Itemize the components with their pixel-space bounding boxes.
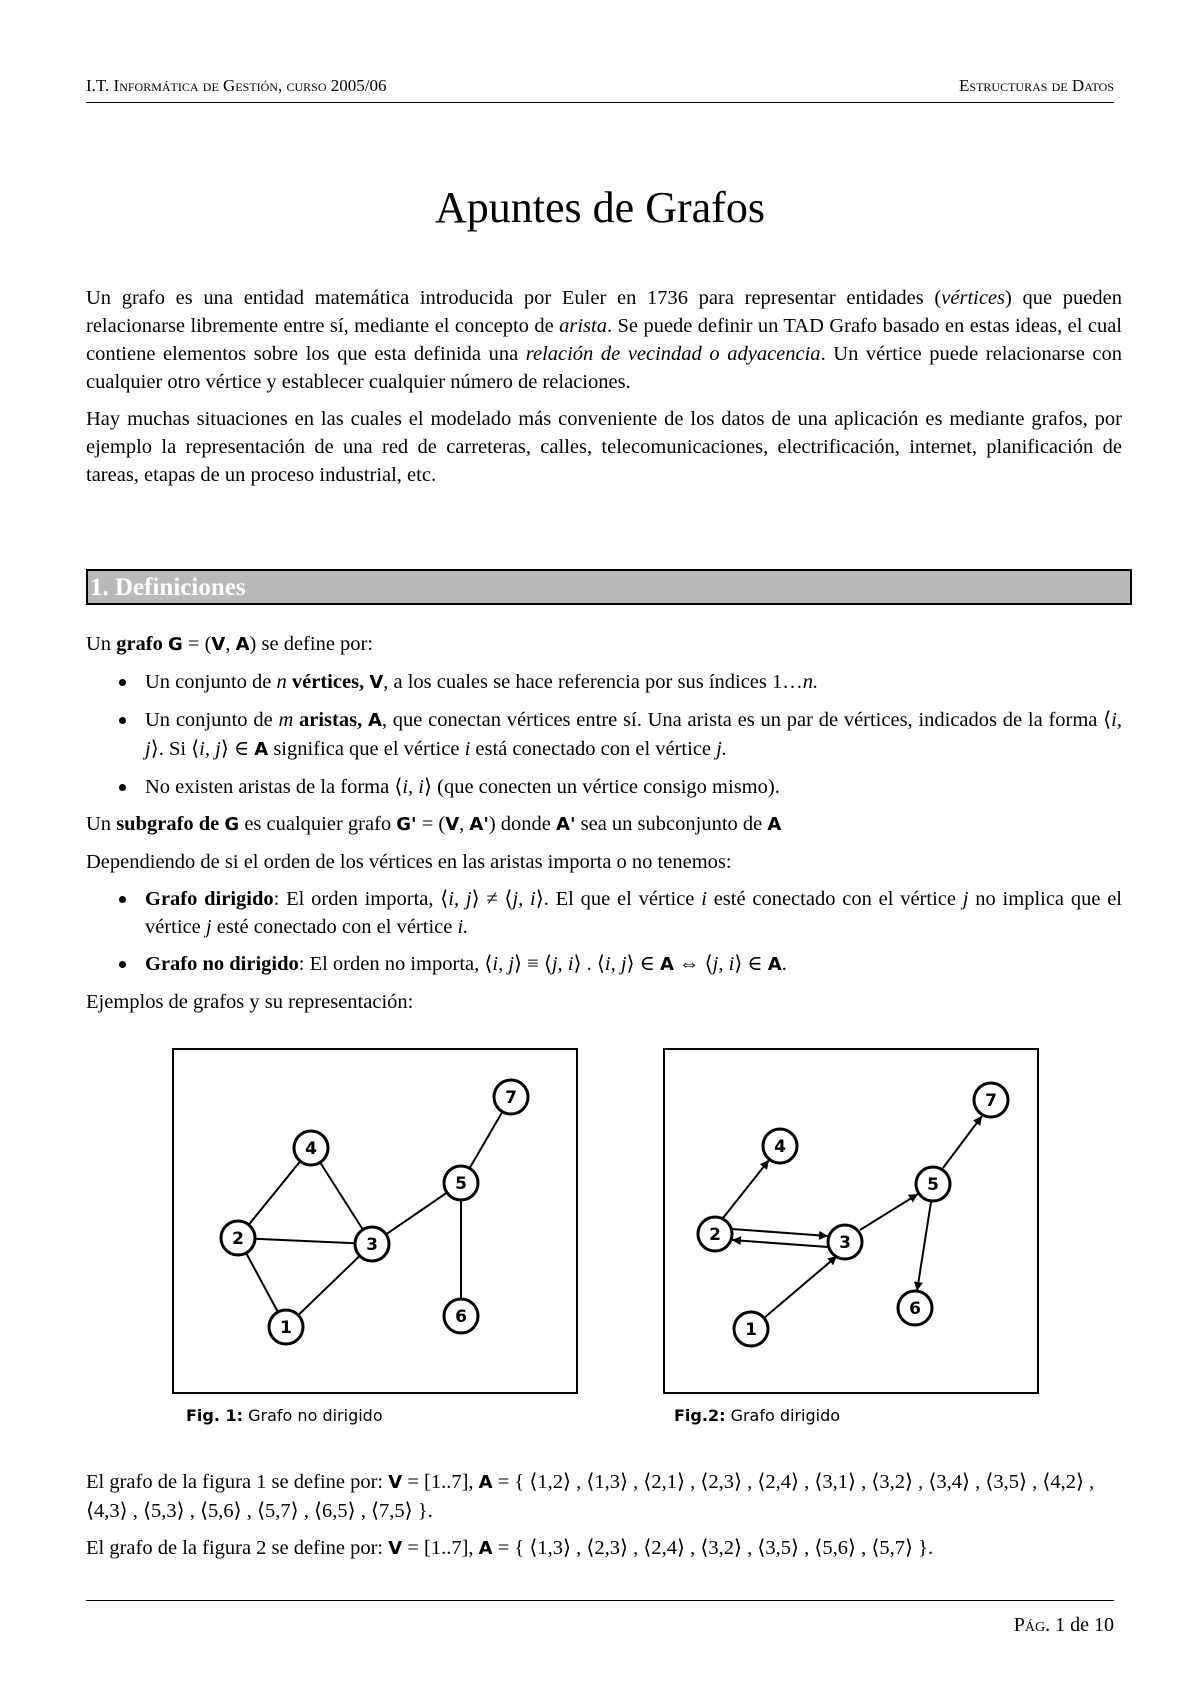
svg-text:6: 6: [455, 1307, 467, 1327]
subgraph-definition: Un subgrafo de G es cualquier grafo G' = (V, A') donde A' sea un subconjunto de A: [86, 813, 782, 835]
node-3: [355, 1227, 389, 1261]
section-heading-definiciones: [86, 569, 1132, 605]
bullet-icon: [119, 717, 126, 724]
figure-2-graph-svg: [665, 1050, 1037, 1392]
section-heading-text: 1. Definiciones: [90, 574, 246, 601]
edge-5-7: [943, 1116, 982, 1168]
svg-text:6: 6: [909, 1299, 921, 1319]
bullet-grafo-dirigido: Grafo dirigido: El orden importa, ⟨i, j⟩ ≠ ⟨j, i⟩. El que el vértice i esté conectado con el vértice j no implica que el vértice j esté conectado con el vértice i.: [86, 885, 1122, 941]
edge-2-3: [732, 1229, 828, 1236]
definition-bullets: [86, 668, 1122, 801]
graph-definition: Un grafo G = (V, A) se define por:: [86, 633, 374, 655]
running-header: [86, 72, 1114, 103]
header-subject: Estructuras de Datos: [959, 76, 1114, 95]
examples-intro: Ejemplos de grafos y su representación:: [86, 991, 414, 1013]
header-course: I.T. Informática de Gestión, curso 2005/06: [86, 76, 387, 95]
figure-2-directed-graph: [663, 1048, 1039, 1394]
svg-text:3: 3: [366, 1235, 378, 1255]
intro-paragraph-2: Hay muchas situaciones en las cuales el modelado más conveniente de los datos de una aplicación es mediante grafos, por ejemplo la representación de una red de carreteras, calles, telecomunicaciones, electrificación, internet, planificación de tareas, etapas de un proceso industrial, etc.: [86, 408, 1122, 486]
graph-type-bullets: [86, 885, 1122, 979]
svg-text:1: 1: [745, 1320, 757, 1340]
intro-paragraph-1: Un grafo es una entidad matemática introducida por Euler en 1736 para representar entidades (vértices) que pueden relacionarse libremente entre sí, mediante el concepto de arista. Se puede definir un TAD Grafo basado en estas ideas, el cual contiene elementos sobre los que esta definida una relación de vecindad o adyacencia. Un vértice puede relacionarse con cualquier otro vértice y establecer cualquier número de relaciones.: [86, 287, 1122, 393]
node-7: [974, 1083, 1008, 1117]
bullet-icon: [119, 896, 126, 903]
figure-1-definition: El grafo de la figura 1 se define por: V = [1..7], A = { ⟨1,2⟩ , ⟨1,3⟩ , ⟨2,1⟩ , ⟨2,3⟩ , ⟨2,4⟩ , ⟨3,1⟩ , ⟨3,2⟩ , ⟨3,4⟩ , ⟨3,5⟩ , ⟨4,2⟩ , ⟨4,3⟩ , ⟨5,3⟩ , ⟨5,6⟩ , ⟨5,7⟩ , ⟨6,5⟩ , ⟨7,5⟩ }.: [86, 1471, 1095, 1522]
svg-text:7: 7: [505, 1088, 517, 1108]
figure-definitions: [86, 1468, 1122, 1572]
page-number: Pág. 1 de 10: [1013, 1614, 1114, 1636]
bullet-vertices: Un conjunto de n vértices, V, a los cuales se hace referencia por sus índices 1…n.: [86, 668, 1122, 697]
edge-3-2: [732, 1240, 828, 1247]
svg-text:1: 1: [280, 1318, 292, 1338]
footer-rule: [86, 1600, 1114, 1601]
node-1: [734, 1312, 768, 1346]
edge-1-3: [764, 1256, 837, 1318]
bullet-no-loops: No existen aristas de la forma ⟨i, i⟩ (que conecten un vértice consigo mismo).: [86, 773, 1122, 801]
bullet-grafo-no-dirigido: Grafo no dirigido: El orden no importa, ⟨i, j⟩ ≡ ⟨j, i⟩ . ⟨i, j⟩ ∈ A ⇔ ⟨j, i⟩ ∈ A.: [86, 950, 1122, 979]
node-5: [916, 1167, 950, 1201]
svg-text:2: 2: [232, 1229, 244, 1249]
bullet-icon: [119, 961, 126, 968]
order-intro: Dependiendo de si el orden de los vértices en las aristas importa o no tenemos:: [86, 851, 732, 873]
edge-2-3: [238, 1238, 372, 1244]
edge-3-5: [860, 1194, 918, 1230]
bullet-aristas: Un conjunto de m aristas, A, que conectan vértices entre sí. Una arista es un par de vértices, indicados de la forma ⟨i, j⟩. Si ⟨i, j⟩ ∈ A significa que el vértice i está conectado con el vértice j.: [86, 706, 1122, 764]
bullet-icon: [119, 679, 126, 686]
svg-text:2: 2: [709, 1225, 721, 1245]
node-2: [221, 1221, 255, 1255]
figure-1-graph-svg: [174, 1050, 576, 1392]
svg-text:5: 5: [455, 1174, 467, 1194]
svg-text:5: 5: [927, 1175, 939, 1195]
figure-2-caption: Fig.2: Grafo dirigido: [674, 1406, 841, 1425]
figure-1-undirected-graph: [172, 1048, 578, 1394]
node-4: [294, 1131, 328, 1165]
node-3: [828, 1225, 862, 1259]
node-2: [698, 1217, 732, 1251]
node-1: [269, 1310, 303, 1344]
node-6: [444, 1299, 478, 1333]
node-5: [444, 1166, 478, 1200]
node-7: [494, 1080, 528, 1114]
svg-text:3: 3: [839, 1233, 851, 1253]
node-4: [763, 1129, 797, 1163]
intro-section: [86, 284, 1122, 498]
edge-5-6: [917, 1202, 931, 1291]
node-6: [898, 1291, 932, 1325]
figure-1-caption: Fig. 1: Grafo no dirigido: [186, 1406, 383, 1425]
svg-text:4: 4: [305, 1139, 317, 1159]
figure-2-definition: El grafo de la figura 2 se define por: V = [1..7], A = { ⟨1,3⟩ , ⟨2,3⟩ , ⟨2,4⟩ , ⟨3,2⟩ , ⟨3,5⟩ , ⟨5,6⟩ , ⟨5,7⟩ }.: [86, 1537, 934, 1559]
definitions-section: [86, 630, 1122, 1025]
bullet-icon: [119, 784, 126, 791]
page-title: Apuntes de Grafos: [435, 183, 765, 232]
edge-2-4: [723, 1160, 769, 1218]
svg-text:4: 4: [774, 1137, 786, 1157]
svg-text:7: 7: [985, 1091, 997, 1111]
